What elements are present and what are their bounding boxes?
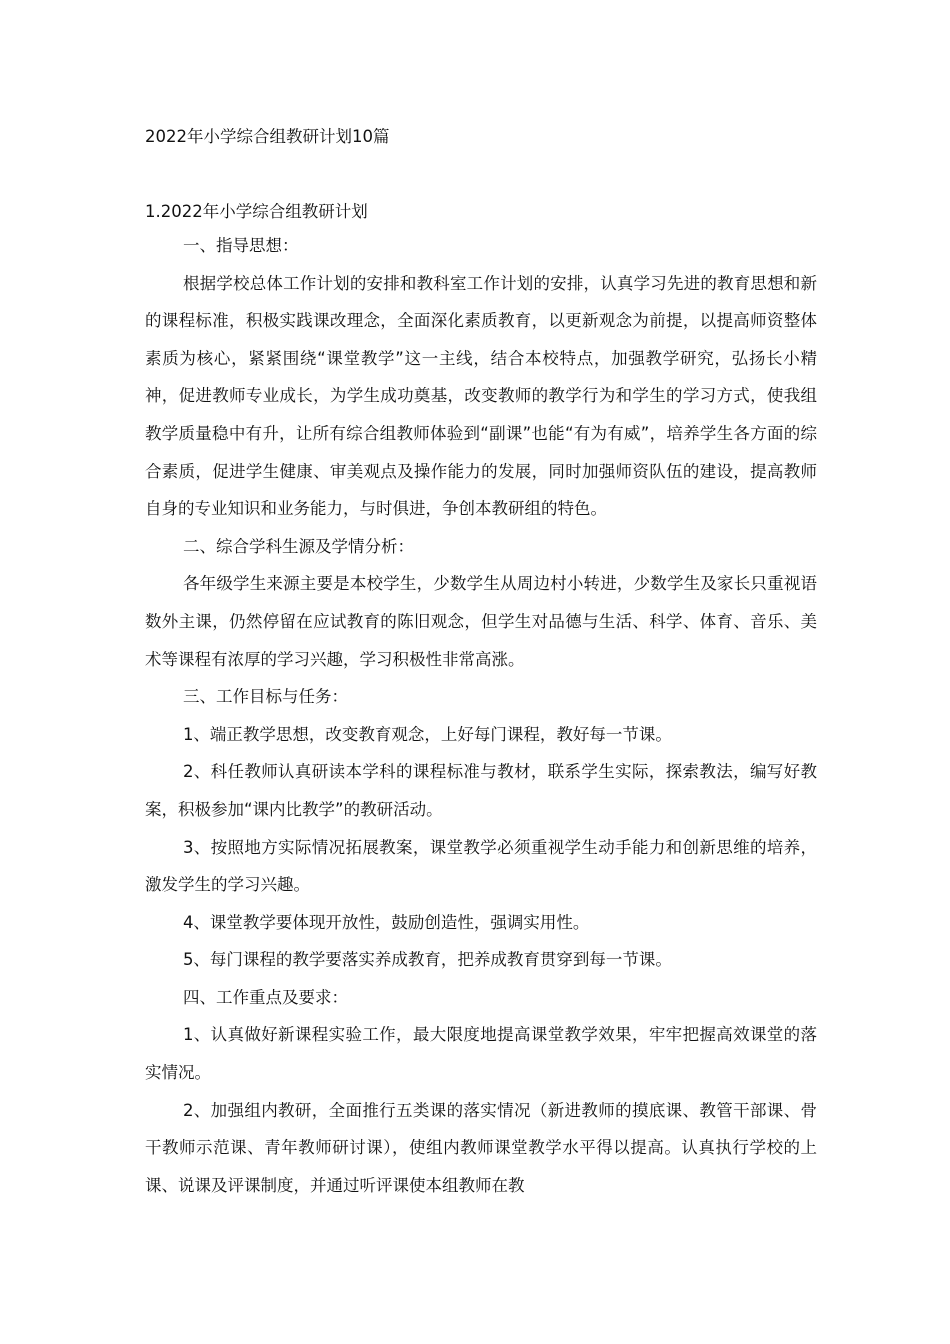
heading-key-points: 四、工作重点及要求： [182,987,348,1007]
paragraph-student-analysis: 各年级学生来源主要是本校学生，少数学生从周边村小转进，少数学生及家长只重视语数外主课，仍然停留在应试教育的陈旧观念，但学生对品德与生活、科学、体育、音乐、美术等课程有浓厚的学习兴趣，学习积极性非常高涨。 [145,574,817,669]
list-item-goal-3: 3、按照地方实际情况拓展教案，课堂教学必须重视学生动手能力和创新思维的培养，激发学生的学习兴趣。 [145,837,817,895]
list-item-goal-1: 1、端正教学思想，改变教育观念，上好每门课程，教好每一节课。 [182,724,672,744]
section-title: 1.2022年小学综合组教研计划 [145,202,368,221]
list-item-goal-4: 4、课堂教学要体现开放性，鼓励创造性，强调实用性。 [182,912,590,932]
list-item-goal-2: 2、科任教师认真研读本学科的课程标准与教材，联系学生实际，探索教法，编写好教案，积极参加“课内比教学”的教研活动。 [145,762,817,819]
list-item-key-point-1: 1、认真做好新课程实验工作，最大限度地提高课堂教学效果，牢牢把握高效课堂的落实情况。 [145,1025,817,1083]
heading-student-analysis: 二、综合学科生源及学情分析： [182,536,414,556]
list-item-goal-5: 5、每门课程的教学要落实养成教育，把养成教育贯穿到每一节课。 [182,950,672,970]
document-body [145,199,817,1204]
heading-goals-tasks: 三、工作目标与任务： [182,687,348,707]
paragraph-guiding-ideology: 根据学校总体工作计划的安排和教科室工作计划的安排，认真学习先进的教育思想和新的课程标准，积极实践课改理念，全面深化素质教育，以更新观念为前提，以提高师资整体素质为核心，紧紧围绕“课堂教学”这一主线，结合本校特点，加强教学研究，弘扬长小精神，促进教师专业成长，为学生成功奠基，改变教师的教学行为和学生的学习方式，使我组教学质量稳中有升，让所有综合组教师体验到“副课”也能“有为有威”，培养学生各方面的综合素质，促进学生健康、审美观点及操作能力的发展，同时加强师资队伍的建设，提高教师自身的专业知识和业务能力，与时俱进，争创本教研组的特色。 [145,273,817,519]
document-title: 2022年小学综合组教研计划10篇 [145,127,390,146]
list-item-key-point-2: 2、加强组内教研，全面推行五类课的落实情况（新进教师的摸底课、教管干部课、骨干教师示范课、青年教师研讨课），使组内教师课堂教学水平得以提高。认真执行学校的上课、说课及评课制度，并通过听评课使本组教师在教 [145,1100,817,1195]
heading-guiding-ideology: 一、指导思想： [182,236,299,255]
